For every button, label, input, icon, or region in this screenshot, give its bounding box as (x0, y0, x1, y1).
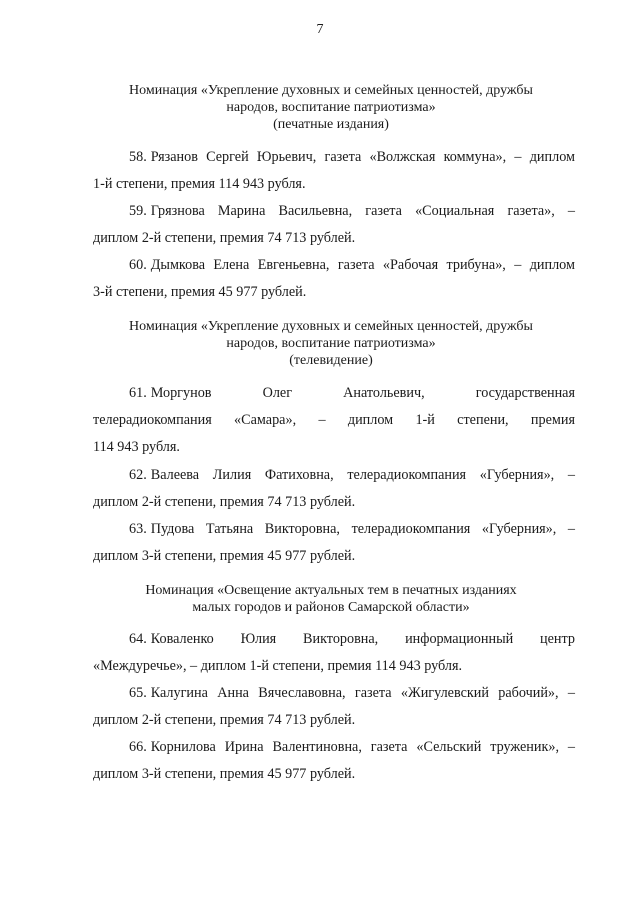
heading-line: Номинация «Укрепление духовных и семейных ценностей, дружбы (129, 319, 533, 334)
entry-text: 1-й степени, премия 114 943 рубля. (93, 176, 306, 192)
entry-text: Рязанов Сергей Юрьевич, газета «Волжская коммуна», – диплом (150, 149, 575, 165)
entry-text: диплом 2-й степени, премия 74 713 рублей. (93, 230, 356, 246)
entry-text: 114 943 рубля. (93, 439, 180, 455)
entry-text: Корнилова Ирина Валентиновна, газета «Сельский труженик», – (150, 739, 575, 755)
entry-text: «Междуречье», – диплом 1-й степени, премия 114 943 рубля. (93, 658, 463, 674)
entry-number: 63. (129, 521, 147, 537)
entry-text: телерадиокомпания «Самара», – диплом 1-й степени, премия (93, 412, 575, 428)
entry-text: диплом 3-й степени, премия 45 977 рублей. (93, 548, 356, 564)
nomination-heading-1 (0, 82, 640, 133)
award-entry-66 (93, 734, 575, 788)
entry-text: Пудова Татьяна Викторовна, телерадиокомпания «Губерния», – (150, 521, 575, 537)
entry-text: диплом 2-й степени, премия 74 713 рублей. (93, 712, 356, 728)
award-entry-63 (93, 516, 575, 570)
entry-number: 62. (129, 467, 147, 483)
award-entry-62 (93, 462, 575, 516)
entry-text: Коваленко Юлия Викторовна, информационный центр (150, 631, 575, 647)
entry-number: 66. (129, 739, 147, 755)
entry-number: 64. (129, 631, 147, 647)
award-entry-58 (93, 144, 575, 198)
award-entry-65 (93, 680, 575, 734)
entry-text: Калугина Анна Вячеславовна, газета «Жигулевский рабочий», – (150, 685, 575, 701)
heading-line: малых городов и районов Самарской области» (192, 600, 470, 615)
heading-line: Номинация «Укрепление духовных и семейных ценностей, дружбы (129, 83, 533, 98)
entry-number: 65. (129, 685, 147, 701)
entry-text: диплом 3-й степени, премия 45 977 рублей. (93, 766, 356, 782)
award-entry-59 (93, 198, 575, 252)
entry-text: Дымкова Елена Евгеньевна, газета «Рабочая трибуна», – диплом (150, 257, 575, 273)
entry-text: диплом 2-й степени, премия 74 713 рублей. (93, 494, 356, 510)
entry-text: Моргунов Олег Анатольевич, государственная (150, 385, 575, 401)
heading-line: Номинация «Освещение актуальных тем в печатных изданиях (145, 583, 517, 598)
page-number: 7 (316, 22, 324, 37)
award-entry-60 (93, 252, 575, 306)
nomination-heading-2 (0, 318, 640, 369)
entry-number: 60. (129, 257, 147, 273)
heading-line: народов, воспитание патриотизма» (226, 336, 436, 351)
entry-number: 61. (129, 385, 147, 401)
heading-line: (телевидение) (289, 353, 373, 368)
award-entry-64 (93, 626, 575, 680)
nomination-heading-3 (0, 582, 640, 616)
award-entry-61 (93, 380, 575, 461)
entry-text: Валеева Лилия Фатиховна, телерадиокомпания «Губерния», – (150, 467, 575, 483)
entry-text: Грязнова Марина Васильевна, газета «Социальная газета», – (150, 203, 575, 219)
entry-number: 58. (129, 149, 147, 165)
entry-number: 59. (129, 203, 147, 219)
heading-line: народов, воспитание патриотизма» (226, 100, 436, 115)
entry-text: 3-й степени, премия 45 977 рублей. (93, 284, 307, 300)
heading-line: (печатные издания) (273, 117, 389, 132)
